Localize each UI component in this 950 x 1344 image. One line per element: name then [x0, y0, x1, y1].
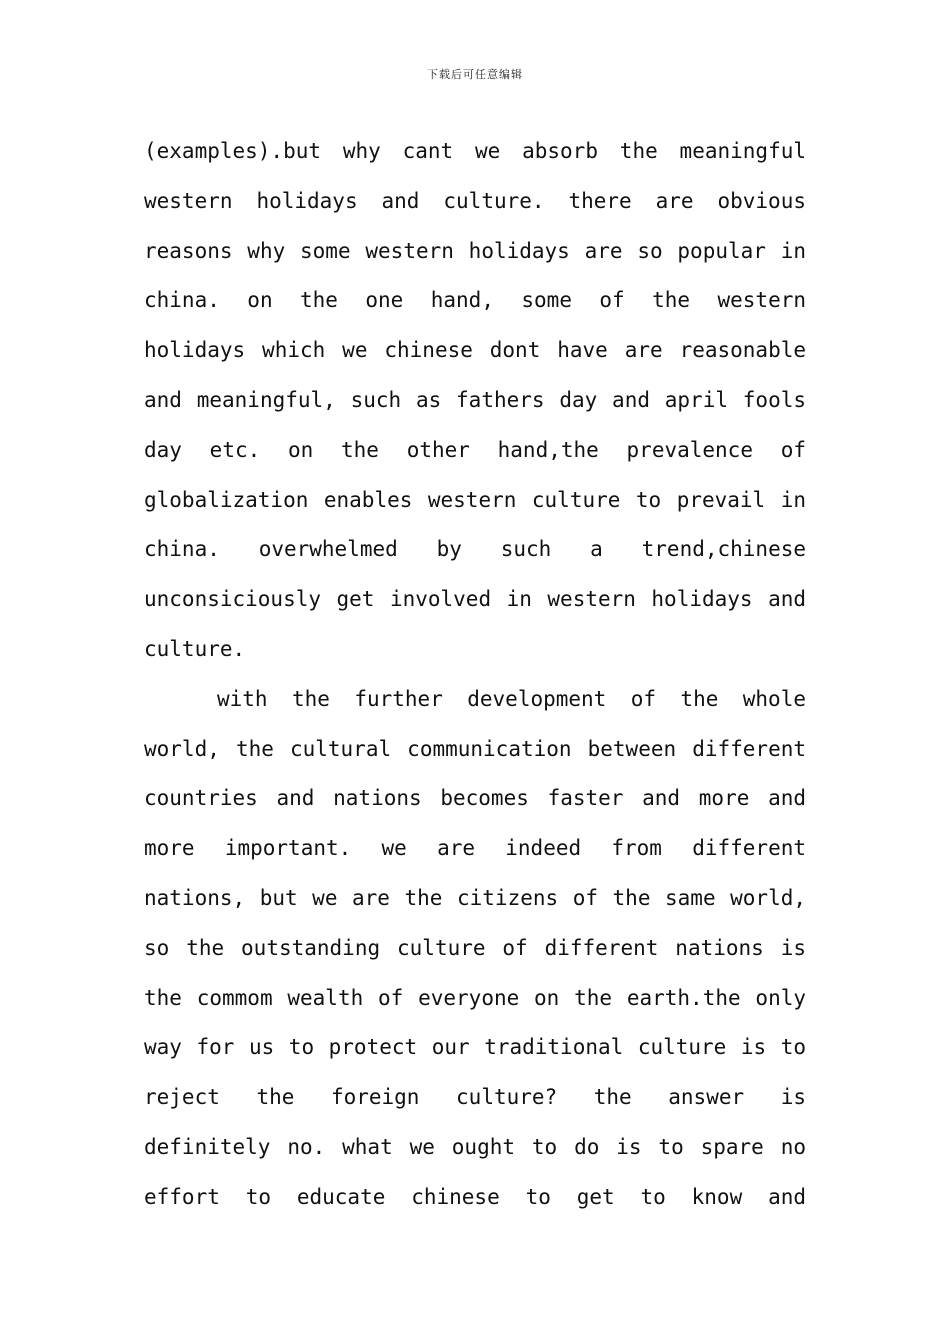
- text-line: so the outstanding culture of different nations is: [144, 935, 806, 960]
- text-line: culture.: [144, 636, 246, 661]
- text-line: effort to educate chinese to get to know and: [144, 1184, 806, 1209]
- text-line: the commom wealth of everyone on the earth.the only: [144, 985, 806, 1010]
- text-line: reject the foreign culture? the answer is: [144, 1085, 806, 1110]
- text-line: with the further development of the whole: [217, 686, 806, 711]
- text-line: china. overwhelmed by such a trend,chinese: [144, 537, 806, 562]
- paragraph: [144, 127, 806, 675]
- text-line: way for us to protect our traditional culture is to: [144, 1035, 806, 1060]
- text-line: western holidays and culture. there are obvious: [144, 188, 806, 213]
- text-line: holidays which we chinese dont have are reasonable: [144, 338, 806, 363]
- text-line: day etc. on the other hand,the prevalence of: [144, 437, 806, 462]
- text-line: countries and nations becomes faster and more and: [144, 786, 806, 811]
- page-header: 下载后可任意编辑: [427, 68, 523, 81]
- text-line: reasons why some western holidays are so popular in: [144, 238, 806, 263]
- paragraph: [144, 675, 806, 1223]
- text-line: (examples).but why cant we absorb the meaningful: [144, 139, 806, 163]
- text-line: globalization enables western culture to prevail in: [144, 487, 806, 512]
- text-line: and meaningful, such as fathers day and april fools: [144, 387, 806, 412]
- text-line: definitely no. what we ought to do is to spare no: [144, 1134, 806, 1159]
- text-line: china. on the one hand, some of the western: [144, 288, 806, 313]
- document-body: [144, 127, 806, 1223]
- text-line: more important. we are indeed from different: [144, 836, 806, 861]
- text-line: world, the cultural communication between different: [144, 736, 806, 761]
- text-line: unconsiciously get involved in western holidays and: [144, 587, 806, 612]
- text-line: nations, but we are the citizens of the same world,: [144, 885, 806, 910]
